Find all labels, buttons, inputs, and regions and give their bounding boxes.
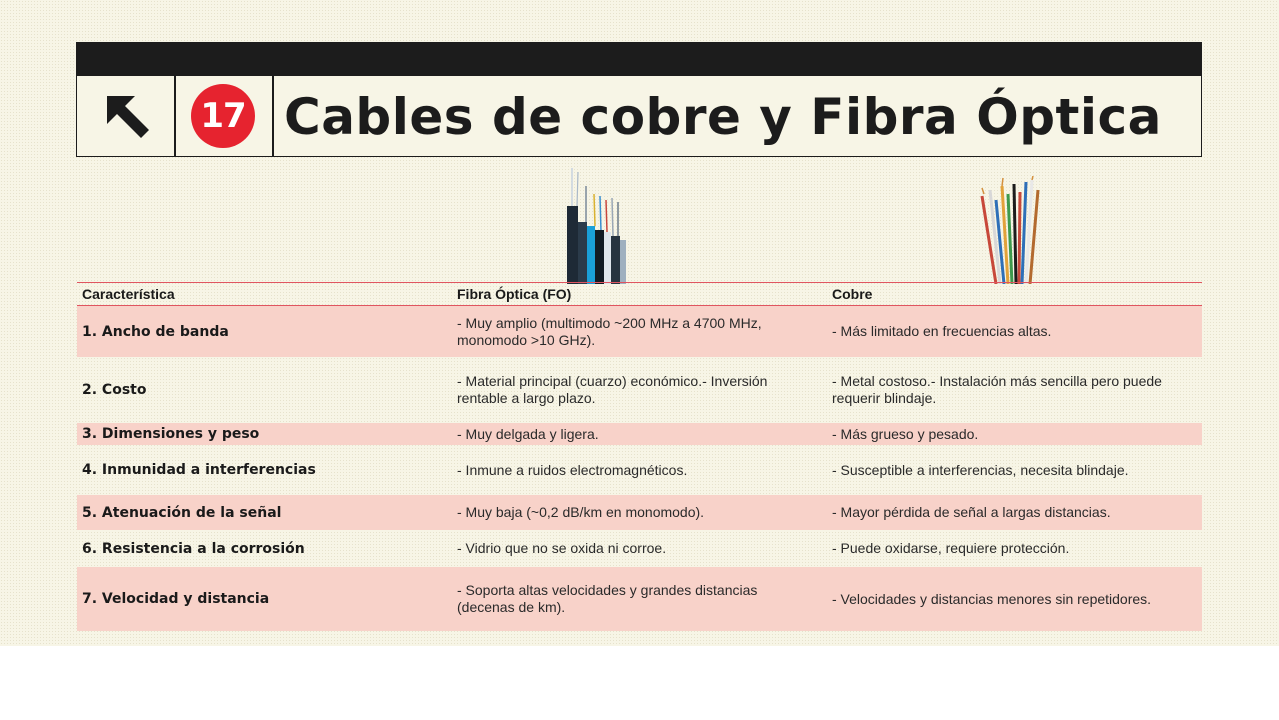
copper-cables-illustration [976, 176, 1046, 284]
page-title: Cables de cobre y Fibra Óptica [284, 88, 1162, 146]
table-row [77, 495, 1202, 530]
table-header-row [77, 282, 1202, 306]
table-row [77, 423, 1202, 445]
feature-cell: 1. Ancho de banda [82, 323, 229, 340]
header-fiber: Fibra Óptica (FO) [457, 285, 572, 302]
fiber-cell: - Soporta altas velocidades y grandes distancias (decenas de km). [457, 582, 758, 615]
slide-number-badge: 17 [191, 84, 255, 148]
header-copper: Cobre [832, 285, 873, 302]
copper-cell: - Metal costoso.- Instalación más sencilla pero puede requerir blindaje. [832, 373, 1162, 406]
header-feature: Característica [82, 286, 175, 302]
comparison-table [77, 282, 1202, 631]
fiber-cell: - Muy baja (~0,2 dB/km en monomodo). [457, 504, 705, 520]
copper-cell: - Velocidades y distancias menores sin repetidores. [832, 590, 1152, 607]
feature-cell: 7. Velocidad y distancia [82, 591, 270, 607]
feature-cell: 3. Dimensiones y peso [82, 426, 260, 442]
fiber-cell: - Inmune a ruidos electromagnéticos. [457, 461, 688, 478]
feature-cell: 6. Resistencia a la corrosión [82, 540, 305, 557]
feature-cell: 5. Atenuación de la señal [82, 504, 282, 521]
feature-cell: 2. Costo [82, 382, 147, 398]
table-row [77, 445, 1202, 495]
top-bar [76, 42, 1202, 76]
copper-cell: - Mayor pérdida de señal a largas distancias. [832, 504, 1111, 520]
fiber-cell: - Material principal (cuarzo) económico.- Inversión rentable a largo plazo. [457, 373, 768, 406]
fiber-cell: - Vidrio que no se oxida ni corroe. [457, 540, 667, 556]
fiber-cell: - Muy amplio (multimodo ~200 MHz a 4700 MHz, monomodo >10 GHz). [457, 314, 762, 348]
table-row [77, 567, 1202, 631]
copper-cell: - Más limitado en frecuencias altas. [832, 323, 1052, 339]
back-button[interactable] [77, 76, 176, 156]
feature-cell: 4. Inmunidad a interferencias [82, 462, 316, 478]
copper-cell: - Puede oxidarse, requiere protección. [832, 540, 1070, 556]
copper-cell: - Susceptible a interferencias, necesita blindaje. [832, 461, 1129, 478]
table-row [77, 530, 1202, 567]
slide-number-cell [176, 76, 274, 156]
table-row [77, 357, 1202, 423]
copper-cell: - Más grueso y pesado. [832, 425, 979, 442]
table-row [77, 306, 1202, 357]
fiber-cell: - Muy delgada y ligera. [457, 425, 599, 442]
fiber-optic-cables-illustration [560, 166, 630, 284]
arrow-up-left-icon [105, 94, 151, 140]
slide-header [76, 76, 1202, 157]
